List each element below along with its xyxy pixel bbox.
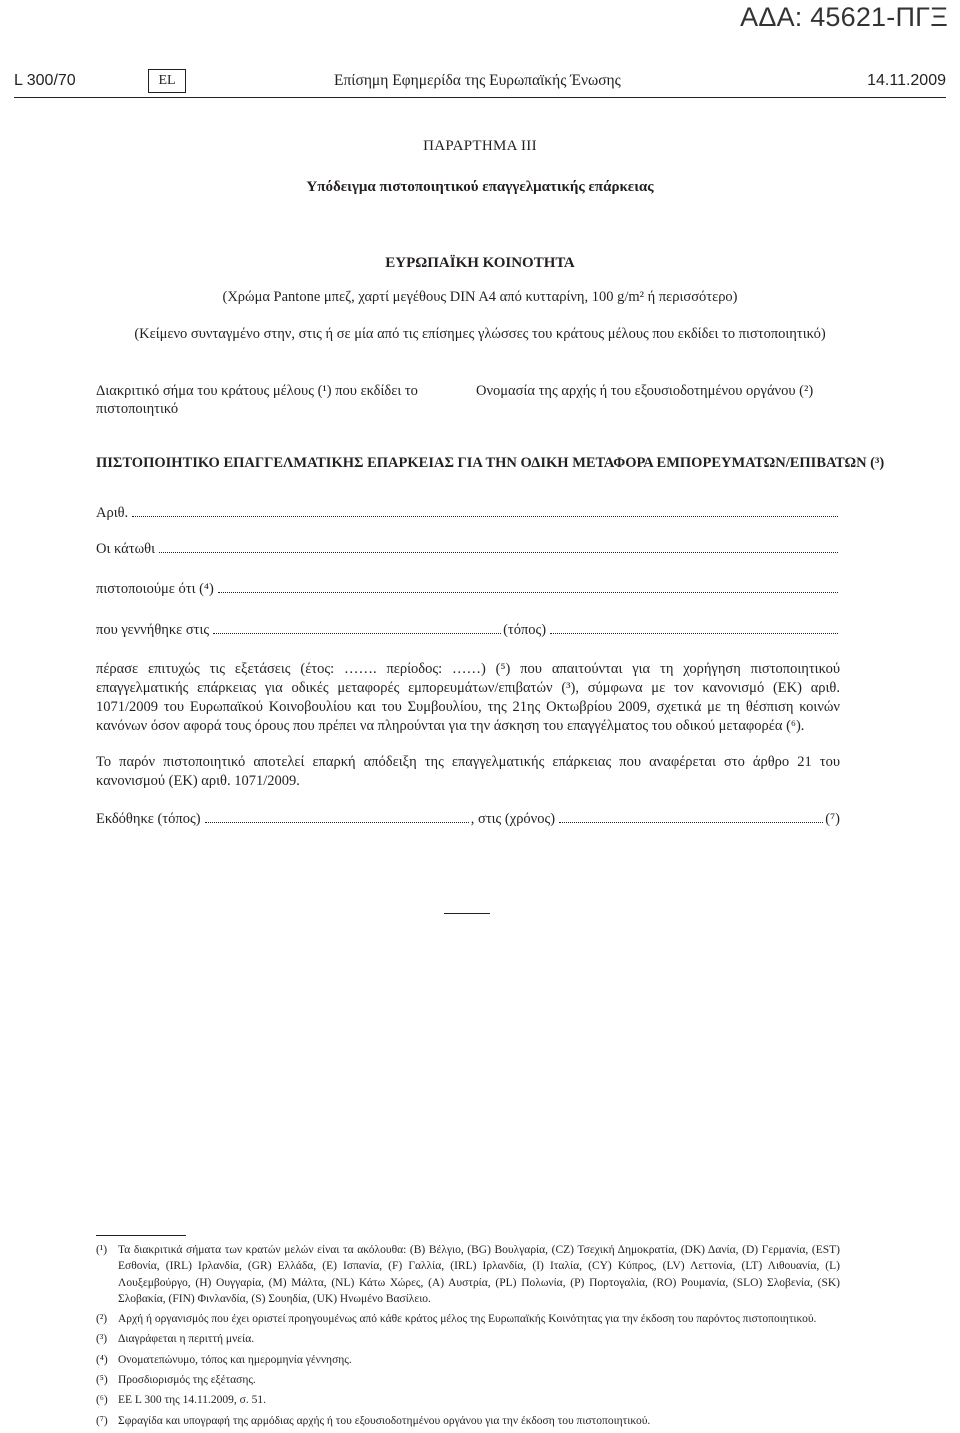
- footnote-item: [96, 1392, 840, 1408]
- issued-place-label: Εκδόθηκε (τόπος): [96, 811, 201, 827]
- community-heading: ΕΥΡΩΠΑΪΚΗ ΚΟΙΝΟΤΗΤΑ: [385, 255, 575, 271]
- undersigned-label: Οι κάτωθι: [96, 541, 155, 557]
- footnote-item: [96, 1413, 840, 1429]
- footnote-item: [96, 1311, 840, 1327]
- footnote-text: Σφραγίδα και υπογραφή της αρμόδιας αρχής ή του εξουσιοδοτημένου οργάνου για την έκδοση του πιστοποιητικού.: [118, 1414, 651, 1427]
- footnote-text: ΕΕ L 300 της 14.11.2009, σ. 51.: [118, 1394, 266, 1407]
- certify-dotted-line: [218, 591, 838, 593]
- issued-date-dotted-line: [559, 821, 823, 823]
- number-field: [96, 505, 840, 522]
- issued-footnote-ref: (⁷): [825, 811, 841, 827]
- birth-field: [96, 622, 840, 639]
- footnote-number: (⁷): [96, 1414, 108, 1427]
- issued-place-dotted-line: [205, 821, 469, 823]
- exam-paragraph: πέρασε επιτυχώς τις εξετάσεις (έτος: ……. περίοδος: ……) (⁵) που απαιτούνται για τη χορήγηση πιστοποιητικού επαγγελματικής επάρκειας για οδικές μεταφορές εμπορευμάτων/επιβατών (³), σύμφωνα με τον κανονισμό (ΕΚ) αριθ. 1071/2009 του Ευρωπαϊκού Κοινοβουλίου και του Συμβουλίου, της 21ης Οκτωβρίου 2009, σχετικά με τη θέσπιση κοινών κανόνων όσον αφορά τους όρους που πρέπει να πληρούνται για την άσκηση του επαγγέλματος του οδικού μεταφορέα (⁶).: [96, 661, 840, 734]
- issued-field: [96, 811, 840, 828]
- issuing-authority-label: Ονομασία της αρχής ή του εξουσιοδοτημένου οργάνου (²): [476, 383, 814, 399]
- journal-title: Επίσημη Εφημερίδα της Ευρωπαϊκής Ένωσης: [334, 72, 621, 89]
- footnote-number: (²): [96, 1313, 108, 1326]
- footnote-text: Τα διακριτικά σήματα των κρατών μελών είναι τα ακόλουθα: (B) Βέλγιο, (BG) Βουλγαρία, (CZ) Τσεχική Δημοκρατία, (DK) Δανία, (D) Γερμανία, (EST) Εσθονία, (IRL) Ιρλανδία, (GR) Ελλάδα, (E) Ισπανία, (F) Γαλλία, (IRL) Ιρλανδία, (I) Ιταλία, (CY) Κύπρος, (LV) Λεττονία, (LT) Λιθουανία, (L) Λουξεμβούργο, (H) Ουγγαρία, (M) Μάλτα, (NL) Κάτω Χώρες, (A) Αυστρία, (PL) Πολωνία, (P) Πορτογαλία, (RO) Ρουμανία, (SLO) Σλοβενία, (SK) Σλοβακία, (FIN) Φινλανδία, (S) Σουηδία, (UK) Ηνωμένο Βασίλειο.: [118, 1244, 840, 1305]
- footnote-text: Προσδιορισμός της εξέτασης.: [118, 1374, 256, 1387]
- issued-date-label: , στις (χρόνος): [470, 811, 556, 827]
- undersigned-field: [96, 541, 840, 558]
- footnote-text: Ονοματεπώνυμο, τόπος και ημερομηνία γέννησης.: [118, 1353, 352, 1366]
- document-id-watermark: ΑΔΑ: 45621-ΠΓΞ: [740, 2, 948, 32]
- language-code-box: EL: [148, 69, 186, 93]
- footnote-item: [96, 1331, 840, 1347]
- footnote-item: [96, 1352, 840, 1368]
- footnote-number: (⁶): [96, 1394, 108, 1407]
- footnotes: [96, 1242, 840, 1433]
- birth-place-dotted-line: [550, 632, 838, 634]
- language-note: (Κείμενο συνταγμένο στην, στις ή σε μία από τις επίσημες γλώσσες του κράτους μέλους που εκδίδει το πιστοποιητικό): [134, 326, 826, 342]
- journal-header: [14, 66, 946, 96]
- footnote-text: Διαγράφεται η περιττή μνεία.: [118, 1333, 255, 1346]
- colour-note: (Χρώμα Pantone μπεζ, χαρτί μεγέθους DIN A4 από κυτταρίνη, 100 g/m² ή περισσότερο): [222, 289, 738, 305]
- certify-label: πιστοποιούμε ότι (⁴): [96, 581, 214, 597]
- proof-paragraph: Το παρόν πιστοποιητικό αποτελεί επαρκή απόδειξη της επαγγελματικής επάρκειας που αναφέρεται στο άρθρο 21 του κανονισμού (ΕΚ) αριθ. 1071/2009.: [96, 754, 840, 789]
- born-label: που γεννήθηκε στις: [96, 622, 210, 638]
- footnote-number: (⁵): [96, 1374, 108, 1387]
- certify-field: [96, 581, 840, 598]
- number-dotted-line: [132, 515, 838, 517]
- section-divider: [444, 913, 490, 914]
- member-state-mark-label: Διακριτικό σήμα του κράτους μέλους (¹) που εκδίδει το πιστοποιητικό: [96, 383, 418, 417]
- birth-date-dotted-line: [213, 632, 501, 634]
- annex-subtitle: Υπόδειγμα πιστοποιητικού επαγγελματικής επάρκειας: [306, 179, 654, 195]
- page-reference: L 300/70: [14, 72, 76, 89]
- undersigned-dotted-line: [159, 551, 838, 553]
- place-label: (τόπος): [503, 622, 547, 638]
- header-divider: [14, 97, 946, 98]
- footnote-item: [96, 1242, 840, 1307]
- annex-title: ΠΑΡΑΡΤΗΜΑ III: [423, 138, 537, 154]
- footnote-text: Αρχή ή οργανισμός που έχει οριστεί προηγουμένως από κάθε κράτος μέλος της Ευρωπαϊκής Κοινότητας για την έκδοση του παρόντος πιστοποιητικού.: [118, 1313, 817, 1326]
- footnote-number: (³): [96, 1333, 108, 1346]
- footnote-divider: [96, 1235, 186, 1236]
- footnote-number: (¹): [96, 1244, 108, 1256]
- certificate-title: ΠΙΣΤΟΠΟΙΗΤΙΚΟ ΕΠΑΓΓΕΛΜΑΤΙΚΗΣ ΕΠΑΡΚΕΙΑΣ ΓΙΑ ΤΗΝ ΟΔΙΚΗ ΜΕΤΑΦΟΡΑ ΕΜΠΟΡΕΥΜΑΤΩΝ/ΕΠΙΒΑΤΩΝ (³): [96, 455, 885, 471]
- publication-date: 14.11.2009: [867, 72, 946, 89]
- number-label: Αριθ.: [96, 505, 129, 521]
- footnote-number: (⁴): [96, 1353, 108, 1366]
- footnote-item: [96, 1372, 840, 1388]
